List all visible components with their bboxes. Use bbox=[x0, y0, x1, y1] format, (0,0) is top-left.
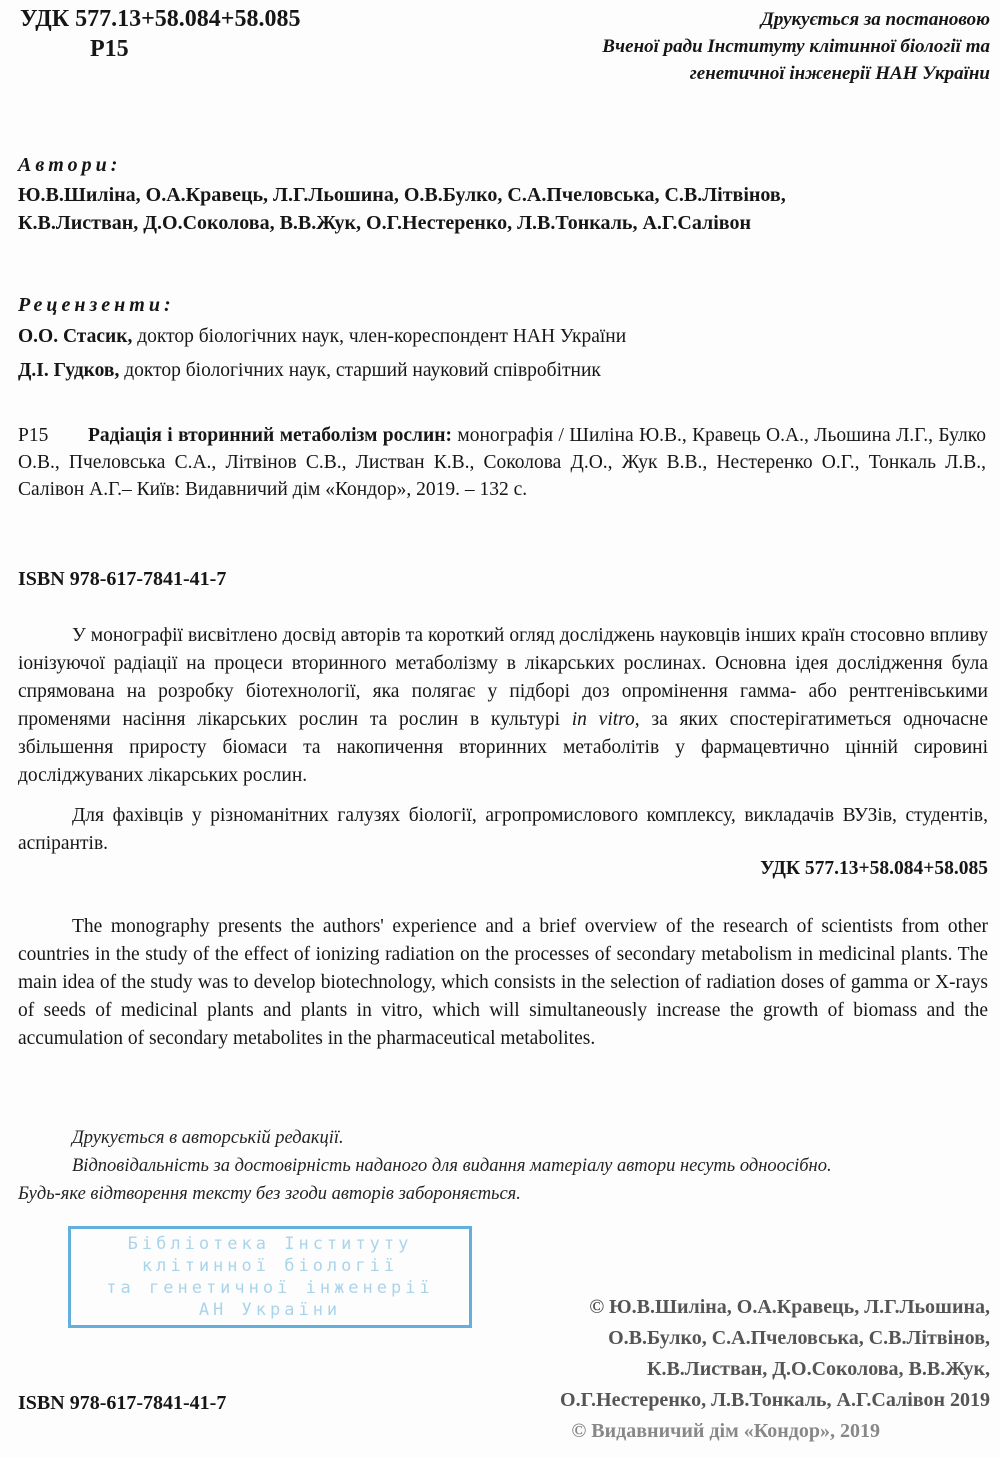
isbn: ISBN 978-617-7841-41-7 bbox=[18, 568, 227, 590]
udk-footer: УДК 577.13+58.084+58.085 bbox=[760, 858, 988, 879]
stamp-line: Бібліотека Інституту bbox=[127, 1234, 413, 1254]
biblio-code: Р15 bbox=[18, 425, 49, 446]
reviewer-entry bbox=[18, 357, 601, 385]
isbn-bottom: ISBN 978-617-7841-41-7 bbox=[18, 1392, 227, 1414]
imprimatur-line: Вченої ради Інституту клітинної біології та bbox=[602, 36, 990, 57]
stamp-line: та генетичної інженерії bbox=[106, 1278, 434, 1298]
copyright-line: © Ю.В.Шиліна, О.А.Кравець, Л.Г.Льошина, bbox=[589, 1296, 990, 1318]
copyright-block bbox=[490, 1292, 990, 1447]
audience-text: Для фахівців у різноманітних галузях біології, агропромислового комплексу, викладачів ВУЗів, студентів, аспірантів. bbox=[18, 805, 988, 854]
authors-list bbox=[18, 181, 988, 237]
udk-header bbox=[20, 4, 300, 64]
reviewer-name: О.О. Стасик, bbox=[18, 326, 133, 347]
authors-line: Ю.В.Шиліна, О.А.Кравець, Л.Г.Льошина, О.В.Булко, С.А.Пчеловська, С.В.Літвінов, bbox=[18, 184, 786, 206]
authors-label: Автори: bbox=[18, 154, 122, 176]
copyright-line: О.Г.Нестеренко, Л.В.Тонкаль, А.Г.Салівон 2019 bbox=[560, 1389, 990, 1411]
copyright-line: © Видавничий дім «Кондор», 2019 bbox=[571, 1420, 880, 1442]
authors-line: К.В.Листван, Д.О.Соколова, В.В.Жук, О.Г.Нестеренко, Л.В.Тонкаль, А.Г.Салівон bbox=[18, 212, 751, 234]
abstract-ua-text: , за яких спостерігатиметься одночасне збільшення приросту біомаси та накопичення вторинних метаболітів у фармацевтично цінній сировині досліджуваних лікарських рослин. bbox=[18, 709, 988, 786]
reviewer-name: Д.І. Гудков, bbox=[18, 360, 120, 381]
imprimatur-line: генетичної інженерії НАН України bbox=[689, 63, 990, 84]
stamp-line: клітинної біології bbox=[141, 1256, 399, 1276]
abstract-ua-text: У монографії висвітлено досвід авторів та короткий огляд досліджень науковців інших країн стосовно впливу іонізуючої радіації на процеси вторинного метаболізму в лікарських рослинах. Основна ідея дослідження була спрямована на розробку біотехнології, яка полягає у підборі доз опромінення гамма- або рентгенівськими променями насіння лікарських рослин та рослин в культурі bbox=[18, 625, 988, 730]
library-stamp bbox=[68, 1226, 472, 1328]
imprimatur-line: Друкується за постановою bbox=[760, 9, 990, 30]
reviewer-entry bbox=[18, 323, 626, 351]
copyright-line: О.В.Булко, С.А.Пчеловська, С.В.Літвінов, bbox=[608, 1327, 990, 1349]
audience-paragraph bbox=[18, 802, 988, 858]
note-edition: Друкується в авторській редакції. bbox=[72, 1128, 344, 1148]
reviewers-label: Рецензенти: bbox=[18, 294, 175, 316]
reviewer-title: доктор біологічних наук, старший науковий співробітник bbox=[119, 360, 601, 381]
reviewer-title: доктор біологічних наук, член-кореспондент НАН України bbox=[132, 326, 627, 347]
udk-code: УДК 577.13+58.084+58.085 bbox=[20, 6, 301, 32]
abstract-en bbox=[18, 913, 988, 1053]
abstract-ua bbox=[18, 622, 988, 790]
note-responsibility: Відповідальність за достовірність наданого для видання матеріалу автори несуть одноосібно. bbox=[72, 1156, 832, 1176]
abstract-ua-italic: in vitro bbox=[571, 709, 635, 730]
book-title: Радіація і вторинний метаболізм рослин: bbox=[88, 425, 452, 446]
note-copyright: Будь-яке відтворення тексту без згоди авторів забороняється. bbox=[18, 1184, 521, 1204]
book-index-code: Р15 bbox=[90, 36, 129, 62]
imprimatur bbox=[470, 6, 990, 87]
abstract-en-text: The monography presents the authors' experience and a brief overview of the research of scientists from other countries in the study of the effect of ionizing radiation on the processes of secondary metabolism in medicinal plants. The main idea of the study was to develop biotechnology, which consists in the selection of radiation doses of gamma or X-rays of seeds of medicinal plants and plants in vitro, which will simultaneously increase the growth of biomass and the accumulation of secondary metabolites in the pharmaceutical metabolites. bbox=[18, 916, 988, 1049]
bibliographic-description bbox=[18, 422, 986, 503]
stamp-line: АН України bbox=[198, 1300, 342, 1320]
copyright-line: К.В.Листван, Д.О.Соколова, В.В.Жук, bbox=[646, 1358, 990, 1380]
biblio-details: монографія / Шиліна Ю.В., Кравець О.А., Льошина Л.Г., Булко О.В., Пчеловська С.А., Літвінов С.В., Листван К.В., Соколова Д.О., Жук В.В., Нестеренко О.Г., Тонкаль Л.В., Салівон А.Г.– Київ: Видавничий дім «Кондор», 2019. – 132 с. bbox=[18, 425, 986, 500]
